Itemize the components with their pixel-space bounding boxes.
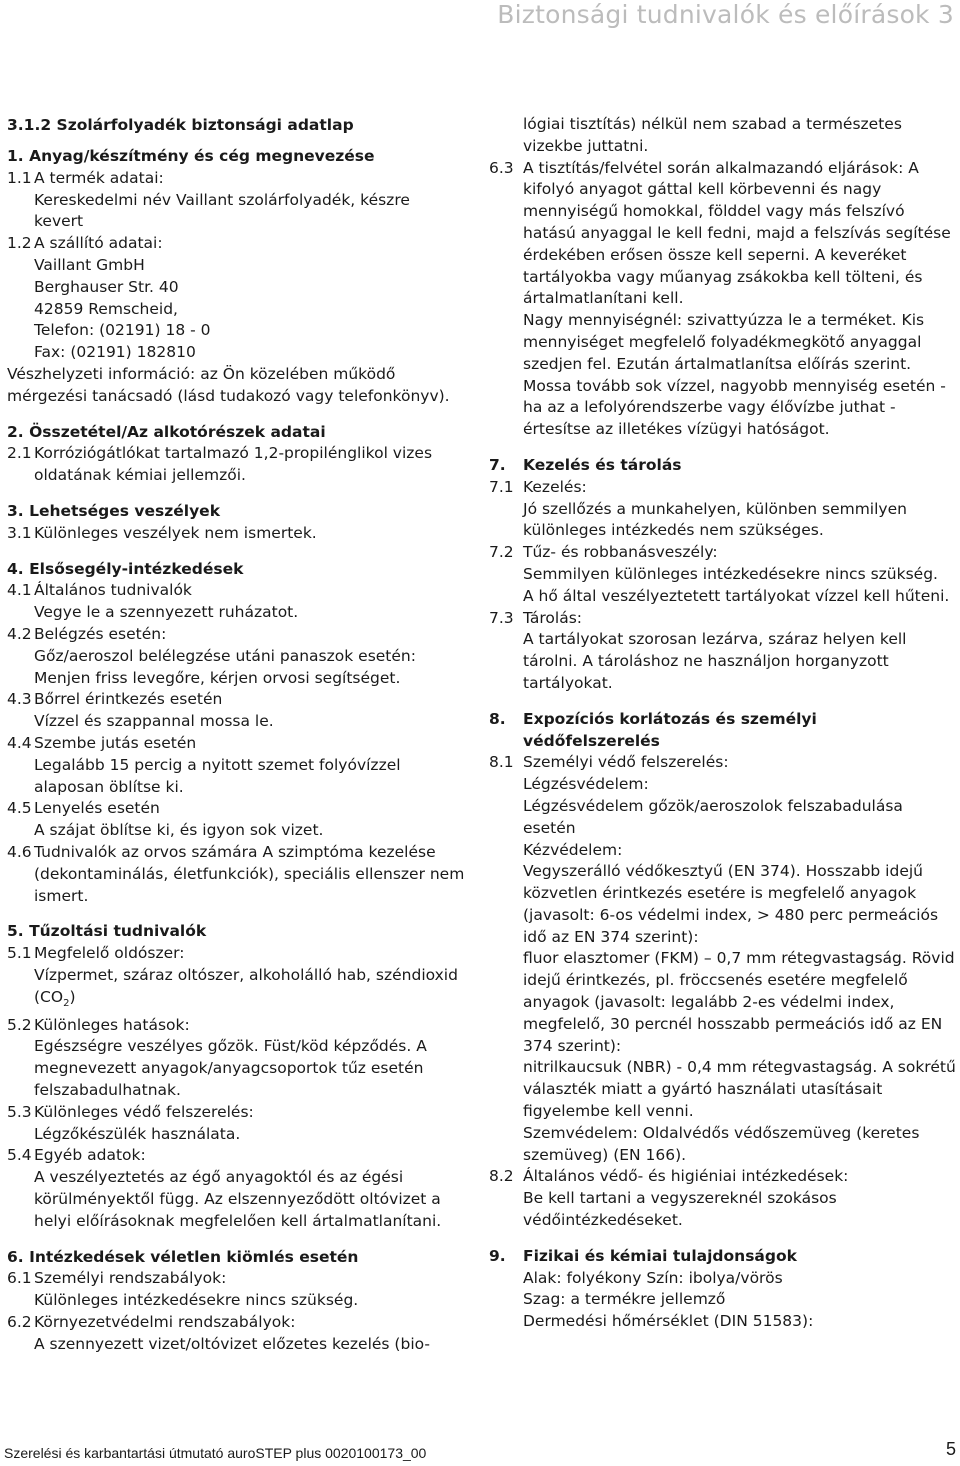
section-5-title: 5. Tűzoltási tudnivalók: [7, 922, 207, 941]
item-8-2-line: Be kell tartani a vegyszereknél szokásos védőintézkedéseket.: [523, 1189, 837, 1230]
item-6-3-line: Mossa tovább sok vízzel, nagyobb mennyiség esetén - ha az a lefolyórendszerbe vagy élővízbe juthat - értesítse az illetékes vízügyi hatóságot.: [523, 376, 946, 439]
item-1-1-line: Kereskedelmi név Vaillant szolárfolyadék, készre: [34, 190, 410, 209]
emergency-info: Vészhelyzeti információ: az Ön közelében működő mérgezési tanácsadó (lásd tudakozó vagy telefonkönyv).: [7, 364, 450, 405]
item-1-2-line: Fax: (02191) 182810: [34, 343, 196, 362]
item-5-3: 5.3 Különleges védő felszerelés:: [7, 1102, 254, 1121]
section-2-title: 2. Összetétel/Az alkotórészek adatai: [7, 422, 326, 441]
document-section-title: 3.1.2 Szolárfolyadék biztonsági adatlap: [7, 116, 354, 134]
item-4-2-line: Gőz/aeroszol belélegzése utáni panaszok esetén: Menjen friss levegőre, kérjen orvosi segítséget.: [34, 646, 416, 687]
item-4-4-line: Legalább 15 percig a nyitott szemet folyóvízzel alaposan öblítse ki.: [34, 755, 401, 796]
section-7-title: 7. Kezelés és tárolás: [489, 455, 682, 474]
section-6-title: 6. Intézkedések véletlen kiömlés esetén: [7, 1247, 359, 1266]
item-5-1-line: Vízpermet, száraz oltószer, alkoholálló hab, széndioxid $(CO_2)$: [34, 965, 458, 1009]
item-6-2-continuation: lógiai tisztítás) nélkül nem szabad a természetes vizekbe juttatni.: [523, 115, 902, 155]
item-4-6: 4.6 Tudnivalók az orvos számára A szimptóma kezelése (dekontaminálás, életfunkciók), speciális ellenszer nem ismert.: [7, 842, 465, 905]
item-8-1-line: Vegyszerálló védőkesztyű (EN 374). Hosszabb idejű közvetlen érintkezés esetére is megfelelő anyagok (javasolt: 6-os védelmi index, > 480 perc permeációs idő az EN 374 szerint):: [523, 862, 939, 946]
section-3-title: 3. Lehetséges veszélyek: [7, 501, 220, 520]
item-6-2: 6.2 Környezetvédelmi rendszabályok:: [7, 1312, 296, 1331]
item-8-1-line: Szemvédelem: Oldalvédős védőszemüveg (keretes szemüveg) (EN 166).: [523, 1123, 920, 1164]
item-4-4: 4.4 Szembe jutás esetén: [7, 733, 197, 752]
item-6-1: 6.1 Személyi rendszabályok:: [7, 1269, 227, 1288]
item-7-3: 7.3 Tárolás:: [489, 608, 583, 627]
item-9-line: Alak: folyékony Szín: ibolya/vörös: [523, 1268, 783, 1287]
item-9-line: Dermedési hőmérséklet (DIN 51583):: [523, 1312, 814, 1331]
page-header-title: Biztonsági tudnivalók és előírások 3: [497, 0, 954, 29]
item-8-1-line: Kézvédelem:: [523, 840, 623, 859]
item-6-3: 6.3 A tisztítás/felvétel során alkalmazandó eljárások: A kifolyó anyagot gáttal kell körbevenni és nagy mennyiségű homokkal, földdel vagy más felszívó hatású anyaggal le kell fedni, majd a felszívás segítése érdekében erősen össze kell seperni. A keveréket tartályokba vagy műanyag zsákokba kell tölteni, és ártalmatlanítani kell.: [489, 158, 951, 308]
item-5-2: 5.2 Különleges hatások:: [7, 1015, 190, 1034]
item-4-3: 4.3 Bőrrel érintkezés esetén: [7, 690, 223, 709]
item-4-1-line: Vegye le a szennyezett ruházatot.: [34, 603, 299, 622]
item-4-1: 4.1 Általános tudnivalók: [7, 581, 192, 600]
item-7-1-line: Jó szellőzés a munkahelyen, különben semmilyen különleges intézkedés nem szükséges.: [523, 499, 907, 540]
item-7-2-line: A hő által veszélyeztetett tartályokat vízzel kell hűteni.: [523, 586, 950, 605]
item-8-1-line: fluor elasztomer (FKM) – 0,7 mm rétegvastagság. Rövid idejű érintkezés, pl. fröccsenés esetére megfelelő anyagok (javasolt: legalább 2-es védelmi index, megfelelő, 30 percnél hosszabb permeációs idő az EN 374 szerint):: [523, 949, 955, 1055]
page-number: 5: [945, 1439, 956, 1459]
item-5-2-line: Egészségre veszélyes gőzök. Füst/köd képződés. A megnevezett anyagok/anyagcsoportok tűz esetén felszabadulhatnak.: [34, 1037, 427, 1099]
item-4-5-line: A szájat öblítse ki, és igyon sok vizet.: [34, 821, 324, 840]
item-7-1: 7.1 Kezelés:: [489, 477, 587, 496]
item-5-1: 5.1 Megfelelő oldószer:: [7, 944, 185, 963]
item-1-1-line: kevert: [34, 212, 84, 231]
item-6-3-line: Nagy mennyiségnél: szivattyúzza le a terméket. Kis mennyiséget megfelelő folyadékmegkötő anyaggal szedjen fel. Ezután ártalmatlanítsa előírás szerint.: [523, 311, 925, 373]
item-2-1: 2.1 Korróziógátlókat tartalmazó 1,2-propilénglikol vizes oldatának kémiai jellemzői.: [7, 444, 433, 485]
item-7-3-line: A tartályokat szorosan lezárva, száraz helyen kell tárolni. A tároláshoz ne használjon horganyzott tartályokat.: [523, 630, 907, 692]
item-7-2: 7.2 Tűz- és robbanásveszély:: [489, 543, 718, 562]
item-8-2: 8.2 Általános védő- és higiéniai intézkedések:: [489, 1167, 849, 1186]
right-column: [489, 114, 957, 1333]
item-1-2-line: Berghauser Str. 40: [34, 277, 179, 296]
left-column: [7, 146, 469, 1356]
item-5-4-line: A veszélyeztetés az égő anyagoktól és az égési körülményektől függ. Az elszennyeződött oltóvizet a helyi előírásoknak megfelelően kell ártalmatlanítani.: [34, 1168, 442, 1230]
item-8-1-line: Légzésvédelem gőzök/aeroszolok felszabadulása esetén: [523, 796, 903, 837]
section-4-title: 4. Elsősegély-intézkedések: [7, 559, 244, 578]
item-7-2-line: Semmilyen különleges intézkedésekre nincs szükség.: [523, 564, 938, 583]
section-9-title: 9. Fizikai és kémiai tulajdonságok: [489, 1246, 797, 1265]
item-4-5: 4.5 Lenyelés esetén: [7, 799, 160, 818]
item-6-2-line: A szennyezett vizet/oltóvizet előzetes kezelés (bio-: [34, 1334, 430, 1353]
item-1-2-line: Telefon: (02191) 18 - 0: [34, 321, 211, 340]
item-1-2-line: Vaillant GmbH: [34, 255, 145, 274]
item-8-1-line: Légzésvédelem:: [523, 775, 649, 794]
item-1-1: 1.1 A termék adatai:: [7, 168, 164, 187]
item-3-1: 3.1 Különleges veszélyek nem ismertek.: [7, 523, 317, 542]
item-8-1: 8.1 Személyi védő felszerelés:: [489, 753, 729, 772]
section-1-title: 1. Anyag/készítmény és cég megnevezése: [7, 147, 375, 165]
item-1-2-line: 42859 Remscheid,: [34, 299, 178, 318]
item-9-line: Szag: a termékre jellemző: [523, 1290, 726, 1309]
section-8-title: 8. Expozíciós korlátozás és személyi védőfelszerelés: [489, 709, 817, 750]
item-8-1-line: nitrilkaucsuk (NBR) - 0,4 mm rétegvastagság. A sokrétű választék miatt a gyártó használati utasításait figyelembe kell venni.: [523, 1058, 956, 1121]
footer-document-reference: Szerelési és karbantartási útmutató auroSTEP plus 0020100173_00: [4, 1445, 427, 1461]
item-5-3-line: Légzőkészülék használata.: [34, 1124, 241, 1143]
item-6-1-line: Különleges intézkedésekre nincs szükség.: [34, 1291, 359, 1310]
item-4-3-line: Vízzel és szappannal mossa le.: [34, 712, 274, 731]
item-1-2: 1.2 A szállító adatai:: [7, 234, 163, 253]
item-4-2: 4.2 Belégzés esetén:: [7, 624, 167, 643]
item-5-4: 5.4 Egyéb adatok:: [7, 1146, 146, 1165]
